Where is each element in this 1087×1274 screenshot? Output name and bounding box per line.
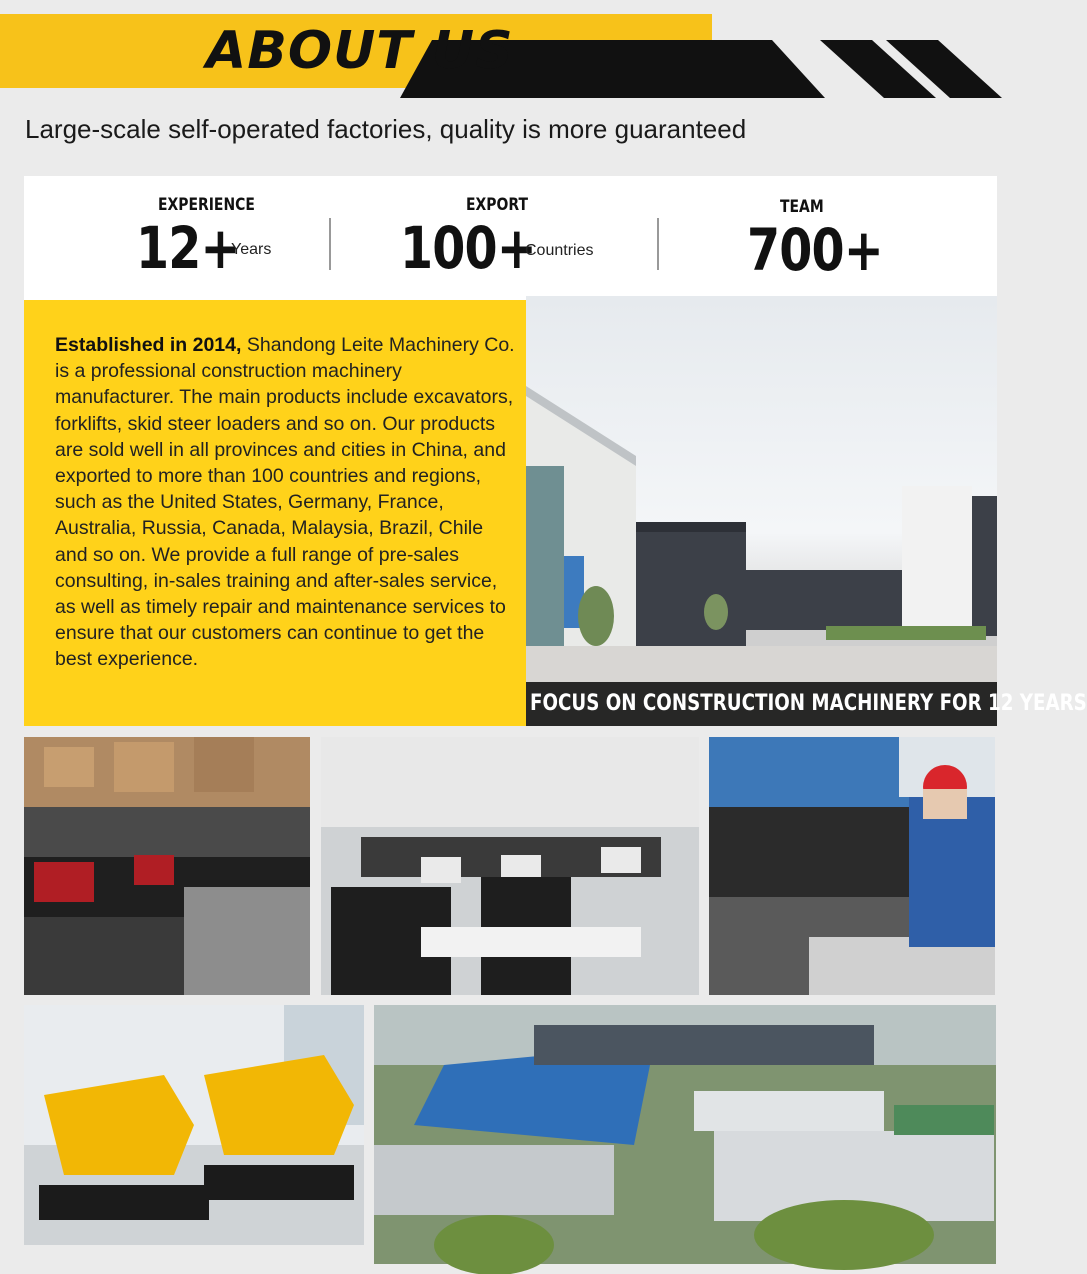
description-lead: Established in 2014, [55,334,242,356]
stats-panel [24,176,997,298]
stat-label: TEAM [780,197,824,217]
factory-aerial-photo [374,1005,996,1264]
company-description [55,332,520,673]
stat-unit: Countries [525,242,594,259]
office-photo [321,737,699,995]
stat-experience [136,176,336,298]
mini-dumper-photo [24,1005,364,1245]
stat-value: 700+ [747,216,883,284]
stat-value: 100+ [400,214,536,282]
stat-label: EXPERIENCE [158,195,255,215]
page-subtitle: Large-scale self-operated factories, quality is more guaranteed [25,114,747,144]
stat-unit: Years [231,241,272,258]
factory-caption: FOCUS ON CONSTRUCTION MACHINERY FOR 12 YEARS [530,691,1087,716]
factory-exterior-photo [526,296,997,726]
stat-export [400,176,640,298]
description-body: Shandong Leite Machinery Co. is a professional construction machinery manufacturer. The main products include excavators, forklifts, skid steer loaders and so on. Our products are sold well in all provinces and cities in China, and exported to more than 100 countries and regions, such as the United States, Germany, France, Australia, Russia, Canada, Malaysia, Brazil, Chile and so on. We provide a full range of pre-sales consulting, in-sales training and after-sales service, as well as timely repair and maintenance services to ensure that our customers can continue to get the best experience. [55,334,515,671]
stat-divider [657,218,659,270]
stat-value: 12+ [136,214,240,282]
stat-divider [329,218,331,270]
page-title: ABOUT US [206,21,514,81]
stat-team [747,176,947,298]
stat-label: EXPORT [466,195,528,215]
warehouse-engines-photo [24,737,310,995]
press-brake-worker-photo [709,737,995,995]
